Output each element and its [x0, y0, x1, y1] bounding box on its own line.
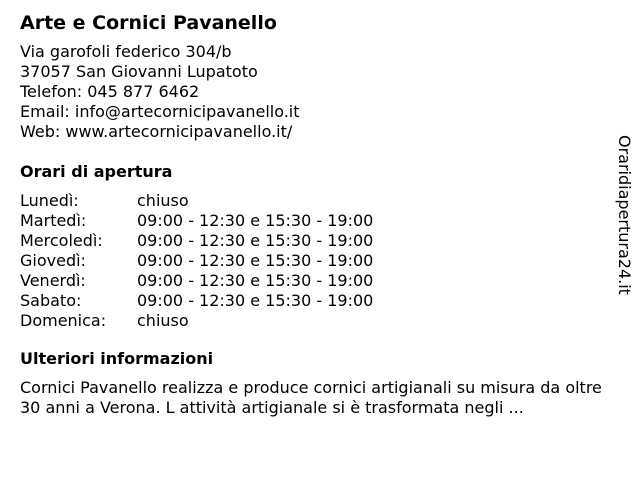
day-label: Domenica: [20, 311, 107, 330]
hours-row [20, 271, 610, 291]
hours-heading: Orari di apertura [20, 162, 173, 181]
email-address[interactable]: info@artecornicipavanello.it [74, 102, 300, 121]
web-link[interactable]: www.artecornicipavanello.it/ [65, 122, 293, 141]
day-hours: 09:00 - 12:30 e 15:30 - 19:00 [137, 271, 374, 290]
day-label: Lunedì: [20, 191, 79, 210]
day-label: Venerdì: [20, 271, 86, 290]
hours-row [20, 251, 610, 271]
phone-line [20, 82, 610, 102]
hours-row [20, 311, 610, 331]
hours-row [20, 291, 610, 311]
web-line [20, 122, 610, 142]
business-name: Arte e Cornici Pavanello [20, 12, 277, 34]
business-card [20, 10, 610, 418]
day-hours: 09:00 - 12:30 e 15:30 - 19:00 [137, 211, 374, 230]
day-label: Martedì: [20, 211, 87, 230]
web-label: Web: [20, 122, 61, 141]
phone-number[interactable]: 045 877 6462 [87, 82, 200, 101]
day-hours: 09:00 - 12:30 e 15:30 - 19:00 [137, 291, 374, 310]
hours-row [20, 231, 610, 251]
day-label: Giovedì: [20, 251, 86, 270]
address-line-street: Via garofoli federico 304/b [20, 42, 232, 61]
day-hours: 09:00 - 12:30 e 15:30 - 19:00 [137, 251, 374, 270]
email-line [20, 102, 610, 122]
day-hours: chiuso [137, 311, 189, 330]
day-hours: 09:00 - 12:30 e 15:30 - 19:00 [137, 231, 374, 250]
contact-block [20, 42, 610, 142]
hours-row [20, 211, 610, 231]
phone-label: Telefon: [20, 82, 83, 101]
email-label: Email: [20, 102, 70, 121]
address-line-city: 37057 San Giovanni Lupatoto [20, 62, 258, 81]
hours-row [20, 191, 610, 211]
day-hours: chiuso [137, 191, 189, 210]
day-label: Mercoledì: [20, 231, 103, 250]
more-info-heading: Ulteriori informazioni [20, 349, 214, 368]
day-label: Sabato: [20, 291, 82, 310]
hours-table [20, 191, 610, 331]
more-info-text: Cornici Pavanello realizza e produce cornici artigianali su misura da oltre 30 anni a Verona. L attività artigianale si è trasformata negli ... [20, 378, 602, 417]
side-brand-text: Oraridiapertura24.it [615, 135, 634, 295]
